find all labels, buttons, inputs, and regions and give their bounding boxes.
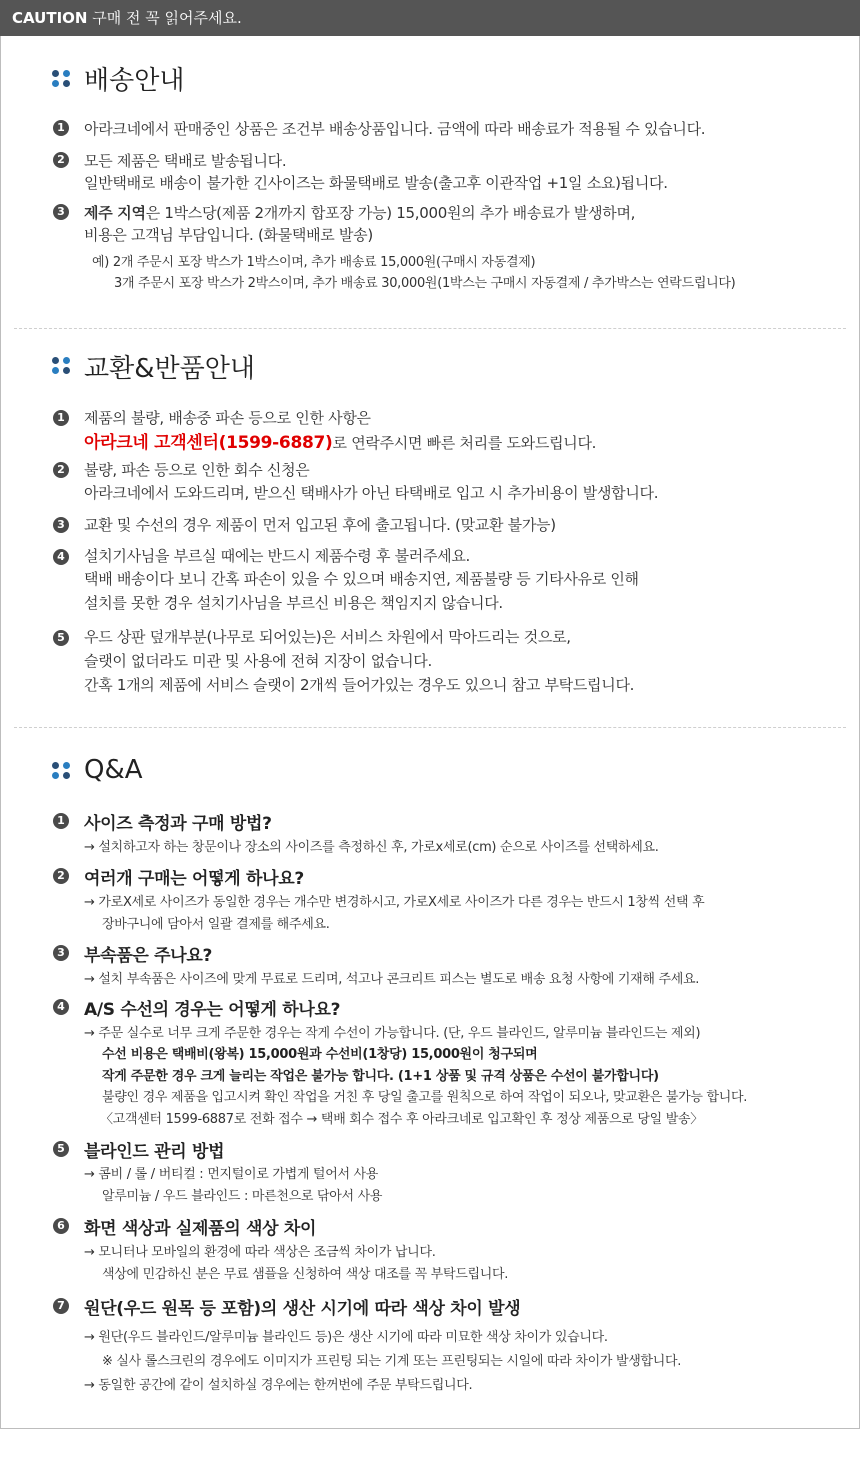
number-badge: 3 [53, 517, 69, 533]
caution-text: 구매 전 꼭 읽어주세요. [87, 9, 242, 27]
exchange-item-3-line: 교환 및 수선의 경우 제품이 먼저 입고된 후에 출고됩니다. (맞교환 불가능) [84, 516, 556, 534]
shipping-item-3-line-2: 비용은 고객님 부담입니다. (화물택배로 발송) [84, 226, 373, 244]
exchange-item-4-line-2: 택배 배송이다 보니 간혹 파손이 있을 수 있으며 배송지연, 제품불량 등 기타사유로 인해 [84, 570, 639, 588]
qa-question-4: A/S 수선의 경우는 어떻게 하나요? [84, 1000, 341, 1020]
qa-answer-7-line-3: → 동일한 공간에 같이 설치하실 경우에는 한꺼번에 주문 부탁드립니다. [84, 1378, 473, 1393]
qa-answer-1-line-1: → 설치하고자 하는 창문이나 장소의 사이즈를 측정하신 후, 가로x세로(cm) 순으로 사이즈를 선택하세요. [84, 840, 659, 855]
exchange-item-1-tail: 로 연락주시면 빠른 처리를 도와드립니다. [332, 434, 597, 452]
section-bullet-icon [52, 762, 74, 780]
exchange-item-2-line-2: 아라크네에서 도와드리며, 받으신 택배사가 아닌 타택배로 입고 시 추가비용이 발생합니다. [84, 484, 659, 502]
number-badge: 5 [53, 1141, 69, 1157]
shipping-item-2-line-2: 일반택배로 배송이 불가한 긴사이즈는 화물택배로 발송(출고후 이관작업 +1일 소요)됩니다. [84, 174, 668, 192]
number-badge: 6 [53, 1218, 69, 1234]
shipping-item-1-line: 아라크네에서 판매중인 상품은 조건부 배송상품입니다. 금액에 따라 배송료가 적용될 수 있습니다. [84, 120, 706, 138]
exchange-item-5-line-3: 간혹 1개의 제품에 서비스 슬랫이 2개씩 들어가있는 경우도 있으니 참고 부탁드립니다. [84, 676, 635, 694]
qa-answer-5-line-2: 알루미늄 / 우드 블라인드 : 마른천으로 닦아서 사용 [102, 1189, 383, 1204]
qa-answer-3-line-1: → 설치 부속품은 사이즈에 맞게 무료로 드리며, 석고나 콘크리트 피스는 별도로 배송 요청 사항에 기재해 주세요. [84, 972, 700, 987]
number-badge: 2 [53, 152, 69, 168]
qa-question-7: 원단(우드 원목 등 포함)의 생산 시기에 따라 색상 차이 발생 [84, 1299, 521, 1319]
jeju-label: 제주 지역 [84, 204, 146, 222]
qa-answer-4-line-4: 불량인 경우 제품을 입고시켜 확인 작업을 거친 후 당일 출고를 원칙으로 하여 작업이 되오나, 맞교환은 불가능 합니다. [102, 1090, 748, 1105]
number-badge: 2 [53, 868, 69, 884]
exchange-item-5-line-2: 슬랫이 없더라도 미관 및 사용에 전혀 지장이 없습니다. [84, 652, 432, 670]
qa-answer-6-line-1: → 모니터나 모바일의 환경에 따라 색상은 조금씩 차이가 납니다. [84, 1245, 436, 1260]
qa-question-6: 화면 색상과 실제품의 색상 차이 [84, 1219, 317, 1239]
number-badge: 1 [53, 813, 69, 829]
exchange-item-2-line-1: 불량, 파손 등으로 인한 회수 신청은 [84, 461, 310, 479]
number-badge: 7 [53, 1298, 69, 1314]
qa-answer-4-line-3: 작게 주문한 경우 크게 늘리는 작업은 불가능 합니다. (1+1 상품 및 규격 상품은 수선이 불가합니다) [102, 1069, 659, 1084]
number-badge: 5 [53, 630, 69, 646]
number-badge: 1 [53, 410, 69, 426]
number-badge: 3 [53, 945, 69, 961]
qa-question-2: 여러개 구매는 어떻게 하나요? [84, 869, 304, 889]
qa-answer-4-line-2: 수선 비용은 택배비(왕복) 15,000원과 수선비(1창당) 15,000원이 청구되며 [102, 1047, 538, 1062]
shipping-item-3-text: 은 1박스당(제품 2개까지 합포장 가능) 15,000원의 추가 배송료가 발생하며, [145, 204, 636, 222]
exchange-item-4-line-3: 설치를 못한 경우 설치기사님을 부르신 비용은 책임지지 않습니다. [84, 594, 503, 612]
exchange-item-4-line-1: 설치기사님을 부르실 때에는 반드시 제품수령 후 불러주세요. [84, 547, 471, 565]
shipping-title: 배송안내 [84, 66, 185, 96]
number-badge: 3 [53, 204, 69, 220]
qa-question-1: 사이즈 측정과 구매 방법? [84, 814, 272, 834]
qa-answer-7-line-2: ※ 실사 롤스크린의 경우에도 이미지가 프린팅 되는 기계 또는 프린팅되는 시일에 따라 차이가 발생합니다. [102, 1354, 682, 1369]
caution-label: CAUTION [12, 9, 88, 27]
caution-bar [0, 0, 860, 36]
qa-answer-6-line-2: 색상에 민감하신 분은 무료 샘플을 신청하여 색상 대조를 꼭 부탁드립니다. [102, 1267, 509, 1282]
section-divider [14, 328, 846, 329]
section-bullet-icon [52, 357, 74, 375]
example-line-2: 3개 주문시 포장 박스가 2박스이며, 추가 배송료 30,000원(1박스는 구매시 자동결제 / 추가박스는 연락드립니다) [114, 276, 736, 291]
shipping-item-3-line-1 [84, 202, 635, 223]
section-bullet-icon [52, 70, 74, 88]
qa-question-3: 부속품은 주나요? [84, 946, 213, 966]
shipping-item-2-line-1: 모든 제품은 택배로 발송됩니다. [84, 152, 287, 170]
qa-answer-7-line-1: → 원단(우드 블라인드/알루미늄 블라인드 등)은 생산 시기에 따라 미묘한 색상 차이가 있습니다. [84, 1330, 608, 1345]
qa-answer-2-line-2: 장바구니에 담아서 일괄 결제를 해주세요. [102, 917, 330, 932]
qa-answer-4-line-5: 〈고객센터 1599-6887로 전화 접수 → 택배 회수 접수 후 아라크네로 입고확인 후 정상 제품으로 당일 발송〉 [100, 1112, 703, 1127]
qa-answer-2-line-1: → 가로X세로 사이즈가 동일한 경우는 개수만 변경하시고, 가로X세로 사이즈가 다른 경우는 반드시 1창씩 선택 후 [84, 895, 705, 910]
qa-question-5: 블라인드 관리 방법 [84, 1142, 225, 1162]
number-badge: 2 [53, 462, 69, 478]
number-badge: 1 [53, 120, 69, 136]
exchange-title: 교환&반품안내 [84, 354, 255, 384]
qa-answer-4-line-1: → 주문 실수로 너무 크게 주문한 경우는 작게 수선이 가능합니다. (단, 우드 블라인드, 알루미늄 블라인드는 제외) [84, 1026, 701, 1041]
exchange-item-1-line-2 [84, 428, 596, 453]
qa-title: Q&A [84, 755, 143, 785]
exchange-item-1-line-1: 제품의 불량, 배송중 파손 등으로 인한 사항은 [84, 409, 371, 427]
exchange-item-5-line-1: 우드 상판 덮개부분(나무로 되어있는)은 서비스 차원에서 막아드리는 것으로, [84, 628, 571, 646]
qa-answer-5-line-1: → 콤비 / 롤 / 버티컬 : 먼지털이로 가볍게 털어서 사용 [84, 1167, 379, 1182]
number-badge: 4 [53, 999, 69, 1015]
number-badge: 4 [53, 549, 69, 565]
example-line-1: 예) 2개 주문시 포장 박스가 1박스이며, 추가 배송료 15,000원(구매시 자동결제) [92, 255, 536, 270]
section-divider [14, 727, 846, 728]
customer-center-highlight: 아라크네 고객센터(1599-6887) [84, 433, 333, 453]
